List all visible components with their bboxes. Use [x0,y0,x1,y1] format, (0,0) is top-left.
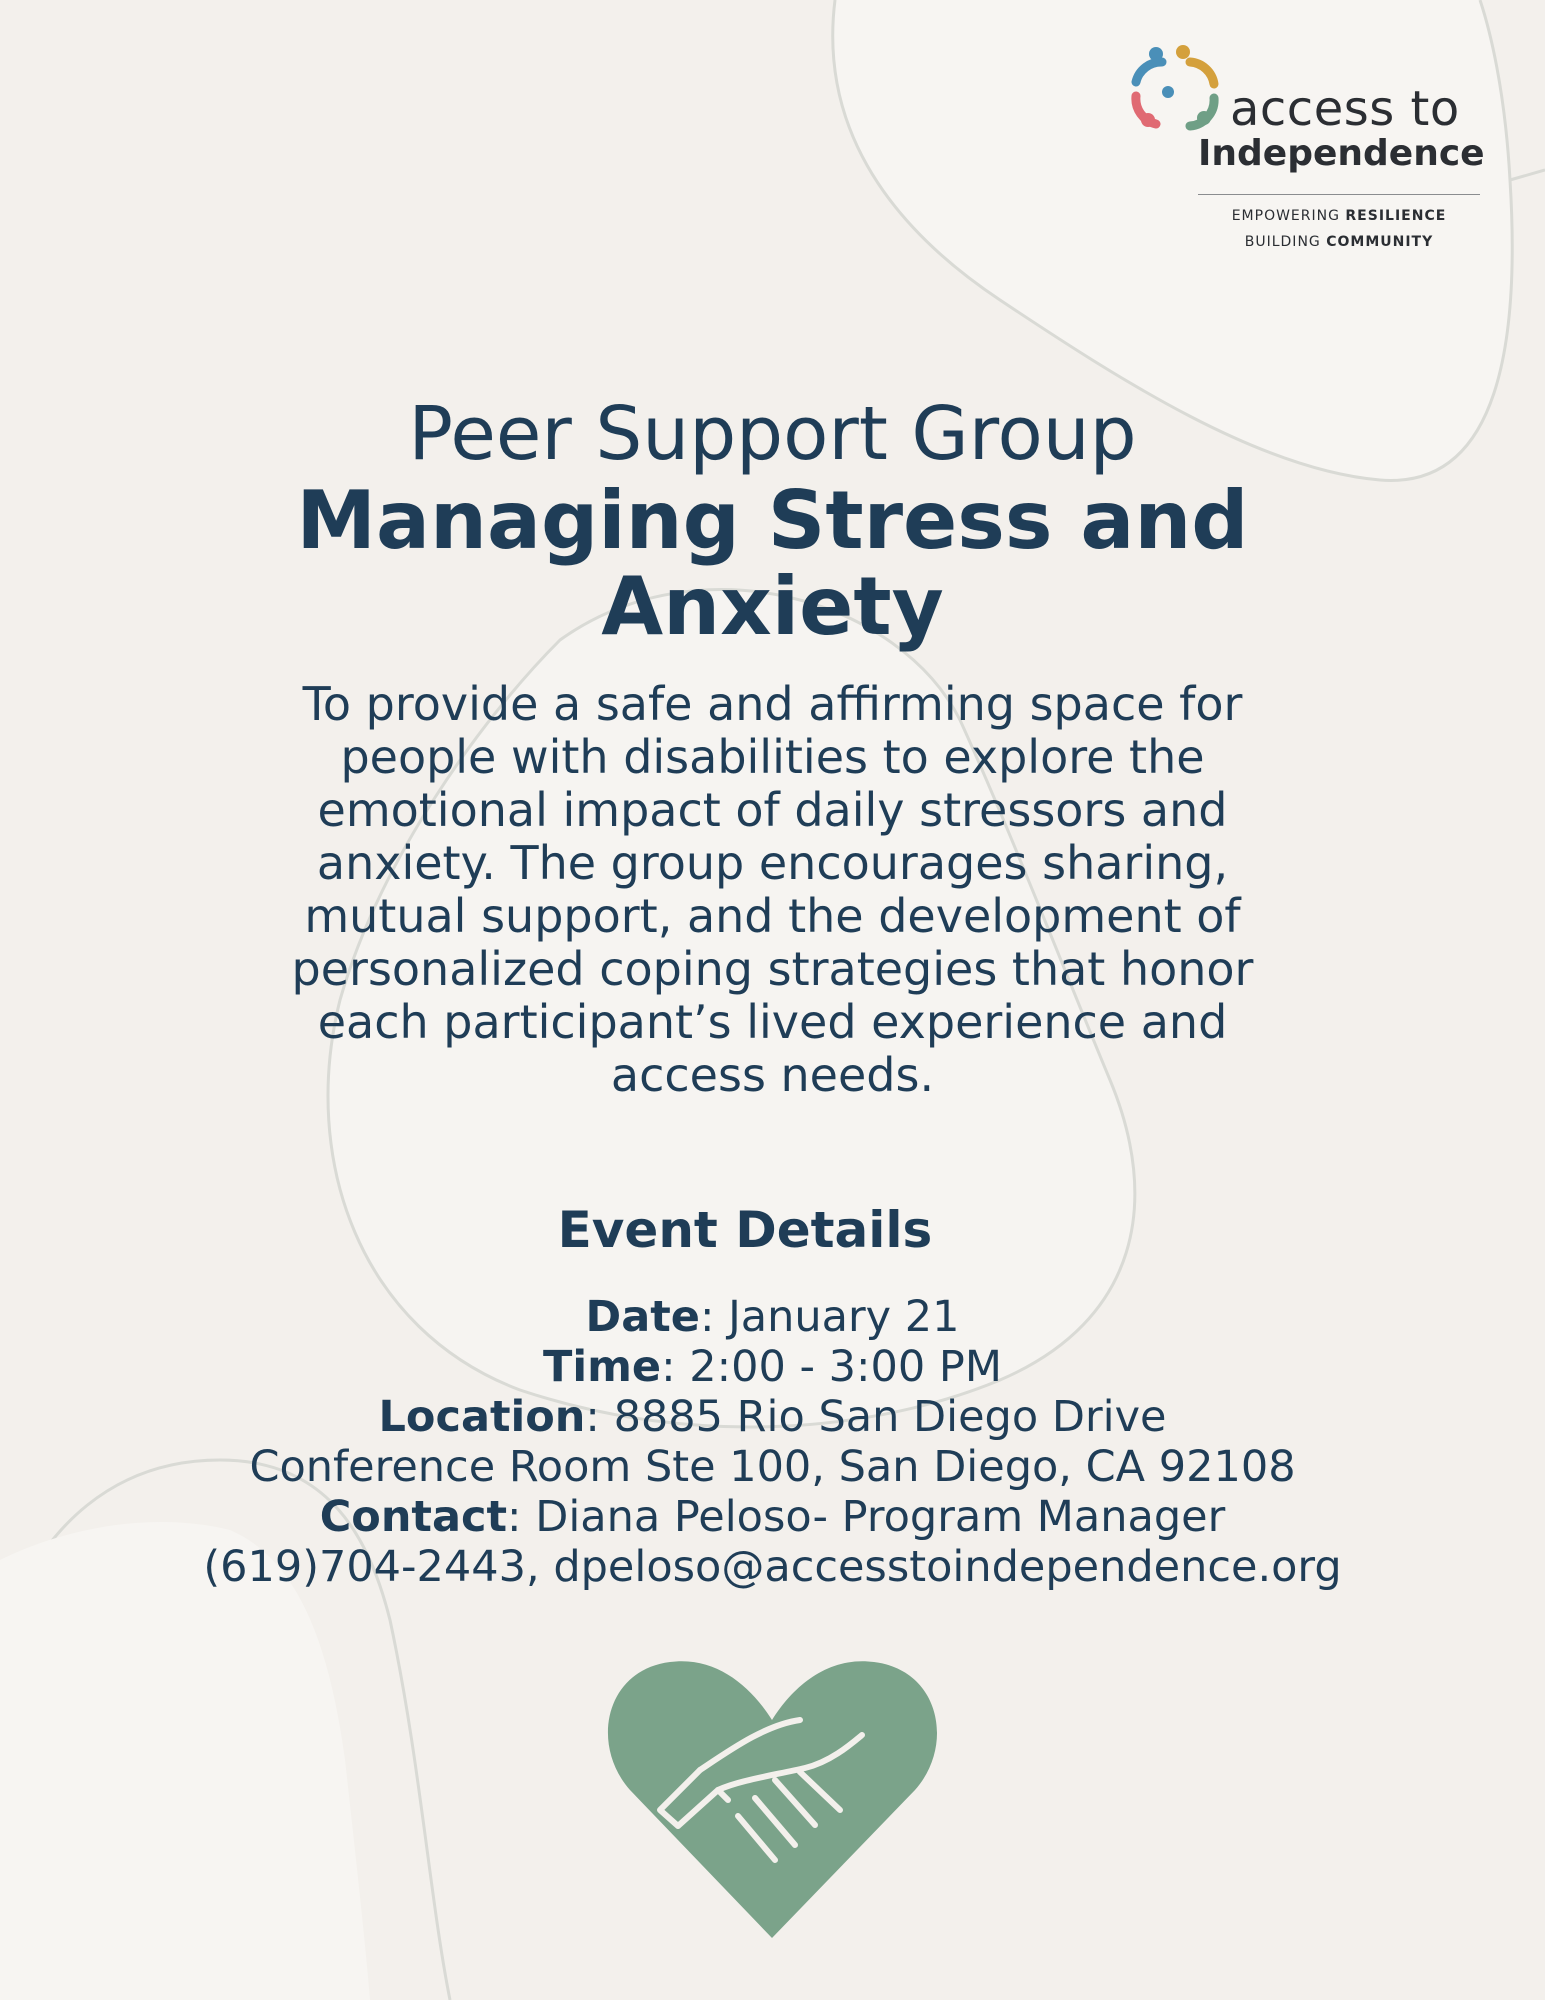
heart-handshake-icon [600,1650,945,1940]
time-value: : 2:00 - 3:00 PM [661,1342,1002,1392]
tagline-2-prefix: BUILDING [1244,234,1327,250]
organization-logo [1120,40,1500,270]
contact-line-2: (619)704-2443, dpeloso@accesstoindependence.org [203,1542,1342,1592]
contact-label: Contact [319,1492,508,1542]
event-details [0,1292,1545,1592]
location-line-2: Conference Room Ste 100, San Diego, CA 92108 [249,1442,1296,1492]
contact-row [0,1492,1545,1542]
location-label: Location [378,1392,586,1442]
event-details-heading: Event Details [557,1201,933,1259]
logo-tagline-2 [1198,234,1480,250]
page-title: Managing Stress and Anxiety [296,474,1249,653]
logo-text-access-to: access to [1230,81,1460,137]
time-row [0,1342,1545,1392]
logo-tagline-1 [1198,208,1480,224]
contact-value: : Diana Peloso- Program Manager [507,1492,1226,1542]
date-label: Date [585,1292,700,1342]
tagline-2-emphasis: COMMUNITY [1326,234,1434,250]
location-row [0,1392,1545,1442]
location-value: : 8885 Rio San Diego Drive [585,1392,1167,1442]
logo-divider [1198,194,1480,195]
date-row [0,1292,1545,1342]
page-subtitle: Peer Support Group [408,391,1137,477]
event-description: To provide a safe and affirming space for people with disabilities to explore the emotional impact of daily stressors and anxiety. The group encourages sharing, mutual support, and the development of personalized coping strategies that honor each participant’s lived experience and access needs. [291,677,1254,1102]
tagline-1-prefix: EMPOWERING [1231,208,1346,224]
date-value: : January 21 [699,1292,960,1342]
people-circle-logo-icon [1128,40,1228,140]
logo-text-independence: Independence [1198,133,1485,174]
time-label: Time [543,1342,662,1392]
tagline-1-emphasis: RESILIENCE [1345,208,1447,224]
